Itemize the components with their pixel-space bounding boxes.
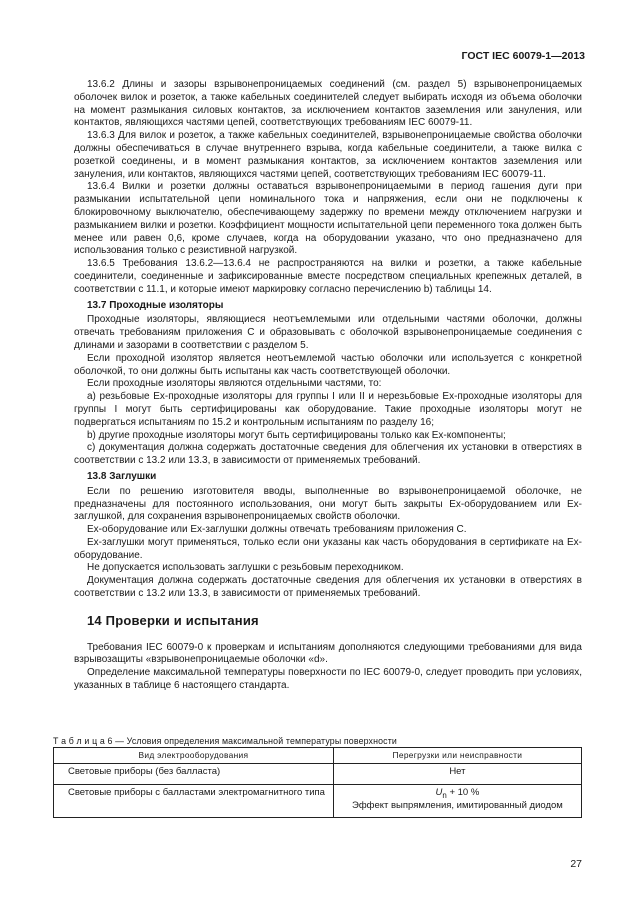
list-item: а) резьбовые Ex-проходные изоляторы для группы I или II и нерезьбовые Ex-проходные изоляторы для группы I могут быть сертифицированы как оборудование. Такие проходные изоляторы могут не подвергаться испытаниям по 15.2 и контрольным испытаниям по разделу 16; xyxy=(74,391,582,428)
paragraph: Ex-заглушки могут применяться, только если они указаны как часть оборудования в сертификате на Ex-оборудование. xyxy=(74,536,582,561)
table-header-cell: Перегрузки или неисправности xyxy=(333,748,581,764)
paragraph-13-6-3: 13.6.3 Для вилок и розеток, а также кабельных соединителей, взрывонепроницаемые свойства оболочки должны обеспечиваться в случае внутреннего взрыва, когда кабельные соединители, а также вилка с розеткой соединены, и в момент размыкания контактов, за исключением контактов заземления или зануления, или контактов, являющихся частями цепей, соответствующих требованиям IEC 60079-11. xyxy=(74,130,582,180)
overload-value xyxy=(340,787,575,800)
fault-description: Эффект выпрямления, имитированный диодом xyxy=(352,799,563,811)
paragraph: Определение максимальной температуры поверхности по IEC 60079-0, следует проводить при условиях, указанных в таблице 6 настоящего стандарта. xyxy=(74,667,582,692)
paragraph-13-6-2: 13.6.2 Длины и зазоры взрывонепроницаемых соединений (см. раздел 5) взрывонепроницаемых оболочек вилок и розеток, а также кабельных соединителей следует выбирать исходя из объема оболочки на момент размыкания силовых контактов, за исключением контактов заземления или зануления, или контактов, являющихся частями цепей, соответствующих требованиям IEC 60079-11. xyxy=(74,79,582,129)
paragraph: Если проходные изоляторы являются отдельными частями, то: xyxy=(87,378,382,390)
overload-percent: + 10 % xyxy=(446,787,480,798)
paragraph: Требования IEC 60079-0 к проверкам и испытаниям дополняются следующими требованиями для вида взрывозащиты «взрывонепроницаемые оболочки «d». xyxy=(74,641,582,666)
list-item: с) документация должна содержать достаточные сведения для облегчения их установки в отверстиях в соответствии с 13.2 или 13.3, в зависимости от применяемых требований. xyxy=(74,442,582,467)
table-header-row xyxy=(54,748,582,764)
paragraph: Если проходной изолятор является неотъемлемой частью оболочки или используется с конкретной оболочкой, то они должны быть испытаны как часть соответствующей оболочки. xyxy=(74,352,582,377)
heading-14: 14 Проверки и испытания xyxy=(87,612,259,628)
table-6 xyxy=(53,747,582,818)
voltage-subscript: n xyxy=(442,790,447,800)
paragraph: Не допускается использовать заглушки с резьбовым переходником. xyxy=(87,562,404,574)
list-item: b) другие проходные изоляторы могут быть сертифицированы только как Ex-компоненты; xyxy=(87,429,506,441)
table-caption: Т а б л и ц а 6 — Условия определения максимальной температуры поверхности xyxy=(53,736,397,746)
paragraph-13-6-4: 13.6.4 Вилки и розетки должны оставаться взрывонепроницаемыми в период гашения дуги при размыкании испытательной цепи номинального тока и напряжения, если они не подключены к блокировочному выключателю, обеспечивающему задержку по времени между отключением нагрузки и размыканием вилки и розетки. Коэффициент мощности испытательной цепи переменного тока должен быть менее или равен 0,6, кроме случаев, когда на оборудовании указано, что оно предназначено для использования только с резистивной нагрузкой. xyxy=(74,181,582,257)
page-number: 27 xyxy=(570,858,582,870)
paragraph-13-6-5: 13.6.5 Требования 13.6.2—13.6.4 не распространяются на вилки и розетки, а также кабельные соединители, соединенные и зафиксированные вместе посредством специальных крепежных деталей, в соответствии с 11.1, и которые имеют маркировку согласно перечислению b) таблицы 14. xyxy=(74,258,582,295)
paragraph: Документация должна содержать достаточные сведения для облегчения их установки в отверстиях в соответствии с 13.2 или 13.3, в зависимости от применяемых требований. xyxy=(74,575,582,600)
voltage-symbol: U xyxy=(435,787,443,798)
paragraph: Ex-оборудование или Ex-заглушки должны отвечать требованиям приложения С. xyxy=(87,524,467,536)
table-cell: Световые приборы (без балласта) xyxy=(54,764,334,785)
table-row xyxy=(54,785,582,818)
paragraph: Проходные изоляторы, являющиеся неотъемлемыми или отдельными частями оболочки, должны отвечать требованиям приложения С и образовывать с оболочкой взрывонепроницаемые соединения с длинами и зазорами в соответствии с разделом 5. xyxy=(74,314,582,351)
table-row xyxy=(54,764,582,785)
standard-header: ГОСТ IEC 60079-1—2013 xyxy=(461,50,585,62)
paragraph: Если по решению изготовителя вводы, выполненные во взрывонепроницаемой оболочке, не предназначены для постоянного использования, они могут быть закрыты Ex-оборудованием или Ex-заглушкой, для сохранения взрывонепроницаемых свойств оболочки. xyxy=(74,485,582,523)
table-cell: Нет xyxy=(333,764,581,785)
table-cell: Световые приборы с балластами электромагнитного типа xyxy=(54,785,334,818)
table-cell xyxy=(333,785,581,818)
table-header-cell: Вид электрооборудования xyxy=(54,748,334,764)
document-body xyxy=(74,79,582,693)
heading-13-8: 13.8 Заглушки xyxy=(87,470,157,482)
heading-13-7: 13.7 Проходные изоляторы xyxy=(87,299,224,311)
